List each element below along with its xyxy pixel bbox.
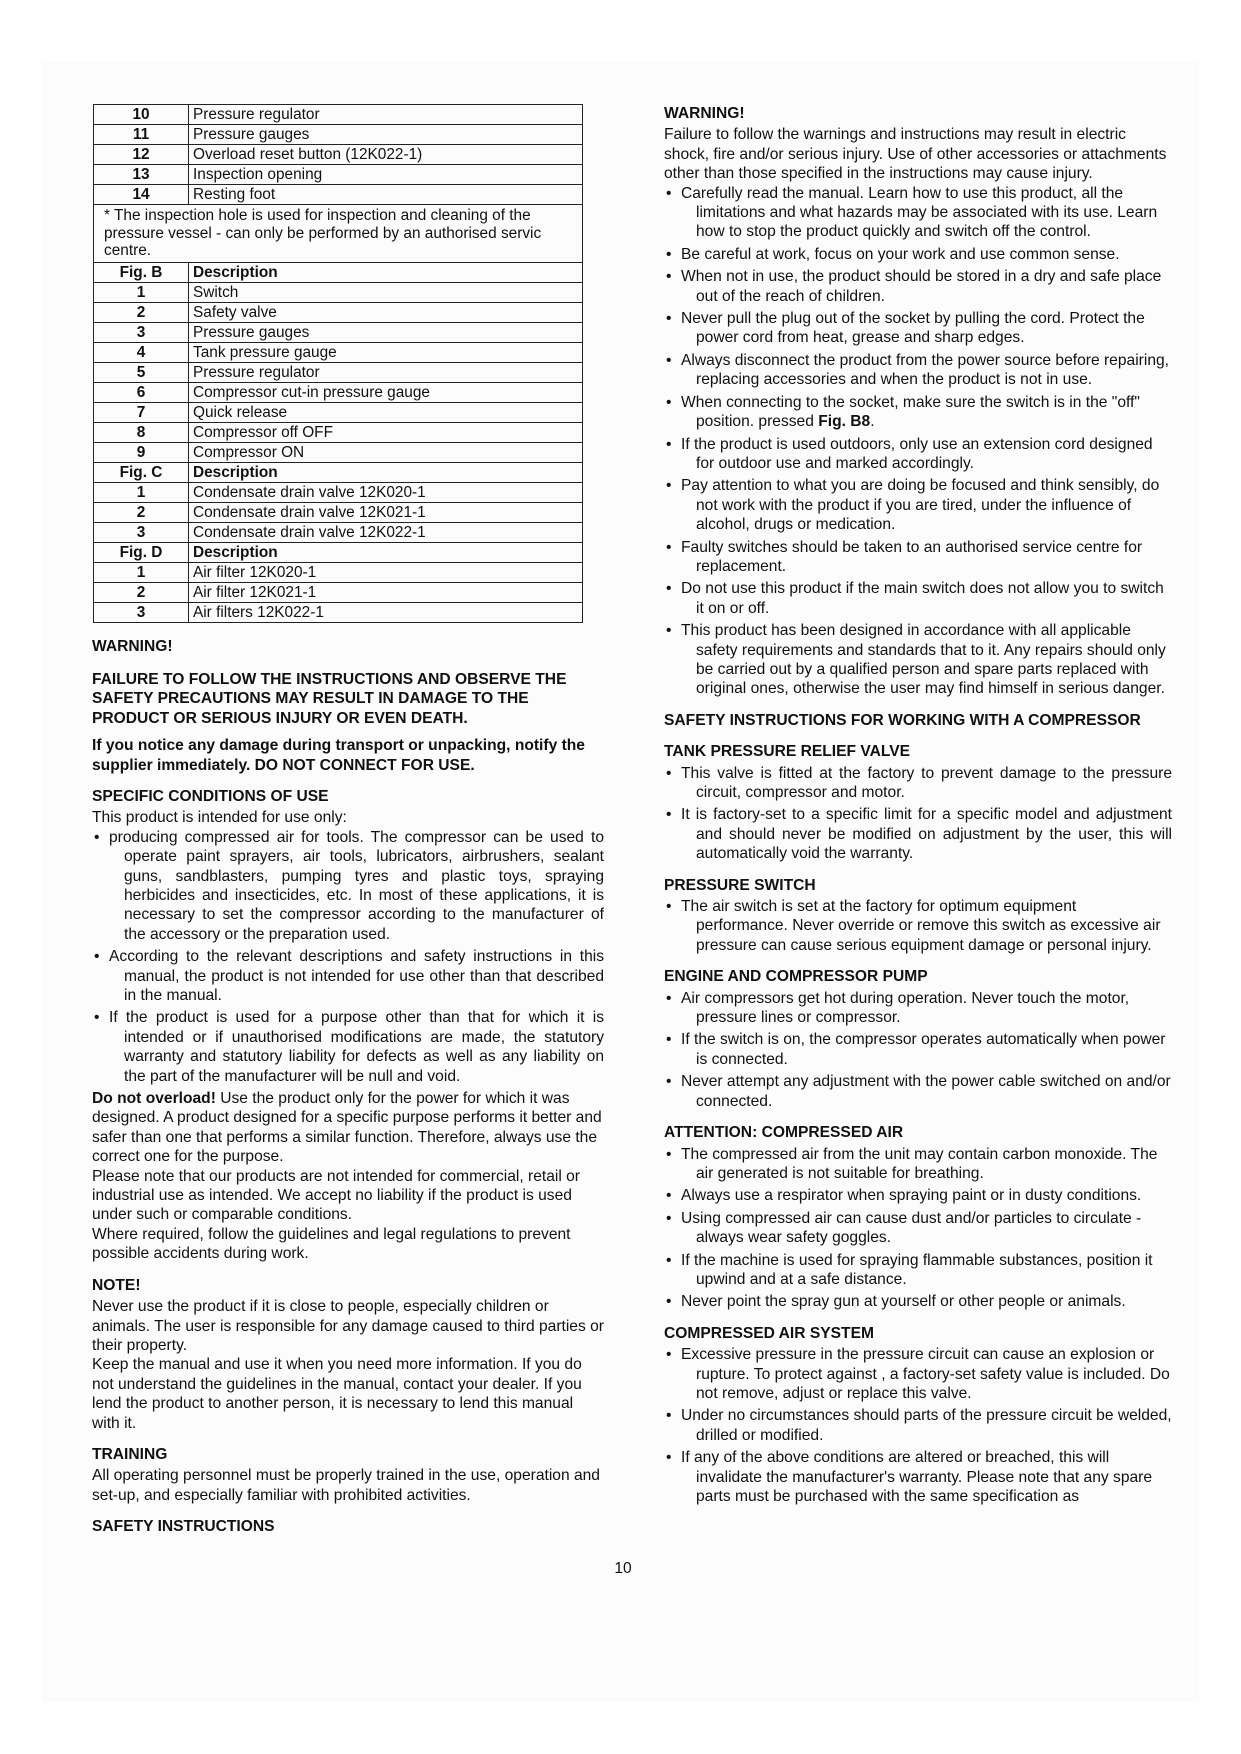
inspection-note-row: * The inspection hole is used for inspection and cleaning of the pressure vessel - can only be performed by an authorised servic centre. <box>94 205 583 263</box>
table-row: 4 Tank pressure gauge <box>94 342 583 362</box>
fig-b-header: Fig. B Description <box>94 262 583 282</box>
warning-heading-right: WARNING! <box>664 105 745 122</box>
list-item: • The compressed air from the unit may contain carbon monoxide. The air generated is not suitable for breathing. <box>664 1145 1172 1184</box>
warning-paragraph: Failure to follow the warnings and instructions may result in electric shock, fire and/or serious injury. Use of other accessories or attachments other than those specified in the instructions may cause injury. <box>664 126 1167 183</box>
table-row: 3 Air filters 12K022-1 <box>94 602 583 622</box>
list-item: • Faulty switches should be taken to an authorised service centre for replacement. <box>664 538 1172 577</box>
list-item: • This valve is fitted at the factory to prevent damage to the pressure circuit, compressor and motor. <box>664 764 1172 803</box>
note-paragraph-1: Never use the product if it is close to people, especially children or animals. The user is responsible for any damage caused to third parties or their property. <box>92 1298 604 1354</box>
list-item: • Always disconnect the product from the power source before repairing, replacing accessories and when the product is not in use. <box>664 351 1172 390</box>
table-row: 1 Switch <box>94 282 583 302</box>
safety-instructions-heading: SAFETY INSTRUCTIONS <box>92 1518 275 1536</box>
damage-notice: If you notice any damage during transport or unpacking, notify the supplier immediately. DO NOT CONNECT FOR USE. <box>92 737 585 774</box>
training-heading: TRAINING <box>92 1445 168 1463</box>
list-item: • This product has been designed in accordance with all applicable safety requirements and standards that to it. Any repairs should only be carried out by a qualified person and spare parts replaced with original ones, otherwise the user may find himself in serious danger. <box>664 621 1172 699</box>
air-system-heading: COMPRESSED AIR SYSTEM <box>664 1324 874 1342</box>
table-row: 9 Compressor ON <box>94 442 583 462</box>
guidelines-paragraph: Where required, follow the guidelines and legal regulations to prevent possible accidents during work. <box>92 1225 571 1263</box>
pressure-switch-heading: PRESSURE SWITCH <box>664 876 816 894</box>
table-row: 6 Compressor cut-in pressure gauge <box>94 382 583 402</box>
air-list <box>664 1145 1172 1312</box>
commercial-paragraph: Please note that our products are not intended for commercial, retail or industrial use as intended. We accept no liability if the product is used under such or comparable conditions. <box>92 1167 580 1224</box>
list-item: • Never point the spray gun at yourself or other people or animals. <box>664 1292 1172 1311</box>
list-item: • If the product is used outdoors, only use an extension cord designed for outdoor use and marked accordingly. <box>664 435 1172 474</box>
page-number: 10 <box>614 1560 632 1577</box>
list-item: • When connecting to the socket, make sure the switch is in the "off" position. pressed Fig. B8. <box>664 393 1172 432</box>
switch-list <box>664 897 1172 955</box>
relief-list <box>664 764 1172 864</box>
list-item: • If any of the above conditions are altered or breached, this will invalidate the manufacturer's warranty. Please note that any spare parts must be purchased with the same specification as <box>664 1448 1172 1506</box>
engine-list <box>664 989 1172 1111</box>
overload-bold: Do not overload! <box>92 1090 216 1108</box>
warning-heading: WARNING! <box>92 637 173 655</box>
table-row: 3 Pressure gauges <box>94 322 583 342</box>
relief-valve-heading: TANK PRESSURE RELIEF VALVE <box>664 743 911 761</box>
list-item: • producing compressed air for tools. The compressor can be used to operate paint sprayers, air tools, lubricators, airbrushers, sealant guns, sandblasters, pumping tyres and plastic toys, spraying herbicides and insecticides, etc. In most of these applications, it is necessary to set the compressor according to the manufacturer of the accessory or the preparation used. <box>92 828 604 944</box>
table-row: 12 Overload reset button (12K022-1) <box>94 145 583 165</box>
table-row: 2 Air filter 12K021-1 <box>94 582 583 602</box>
list-item: • Always use a respirator when spraying paint or in dusty conditions. <box>664 1186 1172 1205</box>
list-item: • If the machine is used for spraying flammable substances, position it upwind and at a safe distance. <box>664 1251 1172 1290</box>
table-row: 1 Condensate drain valve 12K020-1 <box>94 482 583 502</box>
list-item: • Do not use this product if the main switch does not allow you to switch it on or off. <box>664 579 1172 618</box>
parts-table <box>93 104 583 623</box>
specific-intro: This product is intended for use only: <box>92 809 347 827</box>
table-row: 3 Condensate drain valve 12K022-1 <box>94 522 583 542</box>
fig-d-header: Fig. D Description <box>94 542 583 562</box>
specific-conditions-heading: SPECIFIC CONDITIONS OF USE <box>92 787 329 805</box>
specific-list <box>92 828 604 1086</box>
table-row: 2 Condensate drain valve 12K021-1 <box>94 502 583 522</box>
list-item: • Never pull the plug out of the socket by pulling the cord. Protect the power cord from heat, grease and sharp edges. <box>664 309 1172 348</box>
list-item: • Be careful at work, focus on your work and use common sense. <box>664 245 1172 264</box>
table-row: 5 Pressure regulator <box>94 362 583 382</box>
compressed-air-heading: ATTENTION: COMPRESSED AIR <box>664 1124 904 1142</box>
list-item: • Under no circumstances should parts of the pressure circuit be welded, drilled or modified. <box>664 1406 1172 1445</box>
system-list <box>664 1345 1172 1506</box>
list-item: • According to the relevant descriptions and safety instructions in this manual, the product is not intended for use other than that described in the manual. <box>92 947 604 1005</box>
table-row: 7 Quick release <box>94 402 583 422</box>
list-item: • Never attempt any adjustment with the power cable switched on and/or connected. <box>664 1072 1172 1111</box>
list-item: • The air switch is set at the factory for optimum equipment performance. Never override or remove this switch as excessive air pressure can cause serious equipment damage or personal injury. <box>664 897 1172 955</box>
list-item: • Carefully read the manual. Learn how to use this product, all the limitations and what hazards may be associated with its use. Learn how to stop the product quickly and switch off the control. <box>664 184 1172 242</box>
list-item: • It is factory-set to a specific limit for a specific model and adjustment and should never be modified on adjustment by the user, this will automatically void the warranty. <box>664 805 1172 863</box>
list-item: • Excessive pressure in the pressure circuit can cause an explosion or rupture. To protect against , a factory-set safety value is included. Do not remove, adjust or replace this valve. <box>664 1345 1172 1403</box>
engine-heading: ENGINE AND COMPRESSOR PUMP <box>664 968 928 986</box>
list-item: • If the product is used for a purpose other than that for which it is intended or if unauthorised modifications are made, the statutory warranty and statutory liability for defects as well as any liability on the part of the manufacturer will be null and void. <box>92 1008 604 1086</box>
list-item: • Air compressors get hot during operation. Never touch the motor, pressure lines or compressor. <box>664 989 1172 1028</box>
compressor-safety-heading: SAFETY INSTRUCTIONS FOR WORKING WITH A COMPRESSOR <box>664 711 1141 729</box>
table-row: 14 Resting foot <box>94 185 583 205</box>
warning-list <box>664 184 1172 699</box>
table-row: 8 Compressor off OFF <box>94 422 583 442</box>
table-row: 11 Pressure gauges <box>94 125 583 145</box>
list-item: • Pay attention to what you are doing be focused and think sensibly, do not work with the product if you are tired, under the influence of alcohol, drugs or medication. <box>664 476 1172 534</box>
note-heading: NOTE! <box>92 1276 141 1294</box>
table-row: 1 Air filter 12K020-1 <box>94 562 583 582</box>
note-paragraph-2: Keep the manual and use it when you need more information. If you do not understand the guidelines in the manual, contact your dealer. If you lend the product to another person, it is necessary to lend this manual with it. <box>92 1356 582 1432</box>
fig-reference: Fig. B8 <box>818 413 871 431</box>
list-item: • When not in use, the product should be stored in a dry and safe place out of the reach of children. <box>664 267 1172 306</box>
table-row: 13 Inspection opening <box>94 165 583 185</box>
table-row: 2 Safety valve <box>94 302 583 322</box>
table-row: 10 Pressure regulator <box>94 105 583 125</box>
right-column <box>664 104 1172 1509</box>
list-item: • If the switch is on, the compressor operates automatically when power is connected. <box>664 1030 1172 1069</box>
training-paragraph: All operating personnel must be properly trained in the use, operation and set-up, and especially familiar with prohibited activities. <box>92 1467 600 1504</box>
fig-c-header: Fig. C Description <box>94 462 583 482</box>
left-column <box>92 104 604 1539</box>
overload-paragraph: Do not overload! Use the product only for the power for which it was designed. A product designed for a specific purpose performs it better and safer than one that performs a similar function. Therefore, always use the correct one for the purpose. <box>92 1090 602 1166</box>
list-item: • Using compressed air can cause dust and/or particles to circulate - always wear safety goggles. <box>664 1209 1172 1248</box>
warning-caps-text: FAILURE TO FOLLOW THE INSTRUCTIONS AND OBSERVE THE SAFETY PRECAUTIONS MAY RESULT IN DAMAGE TO THE PRODUCT OR SERIOUS INJURY OR EVEN DEATH. <box>92 670 567 727</box>
